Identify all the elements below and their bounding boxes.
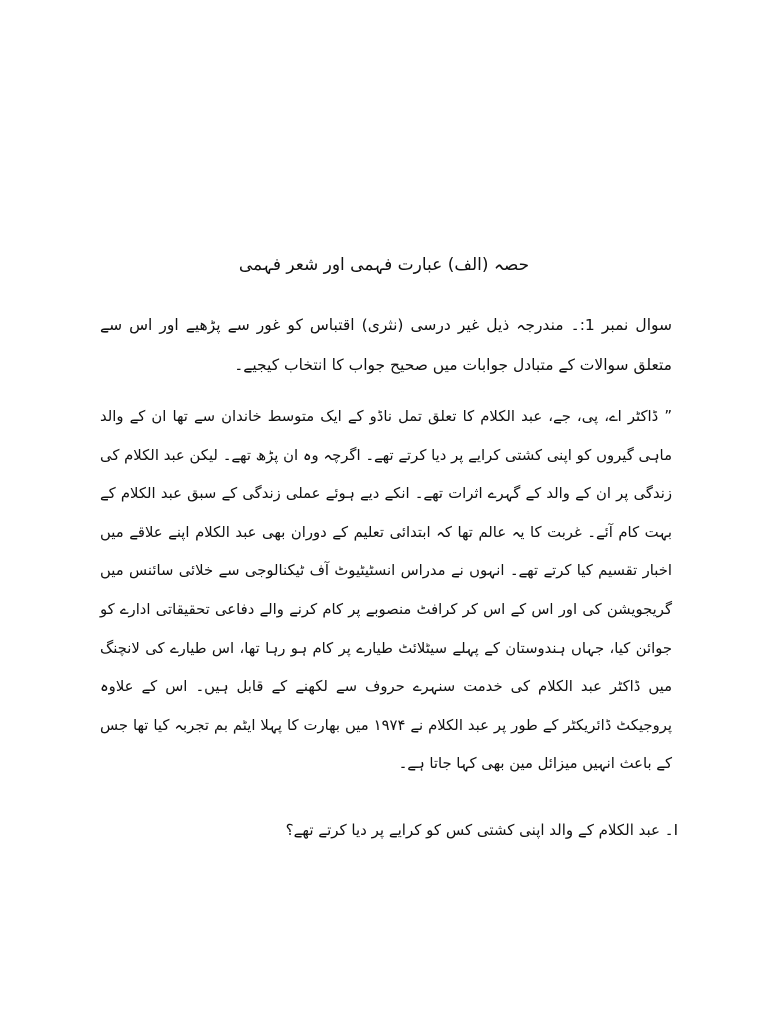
passage-text: ” ڈاکٹر اے، پی، جے، عبد الکلام کا تعلق تمل ناڈو کے ایک متوسط خاندان سے تھا ان کے والد ماہی گیروں کو اپنی کشتی کرایے پر دیا کرتے تھے۔ اگرچہ وہ ان پڑھ تھے۔ لیکن عبد الکلام کی زندگی پر ان کے والد کے گہرے اثرات تھے۔ انکے دیے ہوئے عملی زندگی کے سبق عبد الکلام کے بہت کام آئے۔ غربت کا یہ عالم تھا کہ ابتدائی تعلیم کے دوران بھی عبد الکلام اپنے علاقے میں اخبار تقسیم کیا کرتے تھے۔ انہوں نے مدراس انسٹیٹیوٹ آف ٹیکنالوجی سے خلائی سائنس میں گریجویشن کی اور اس کے اس کر کرافٹ منصوبے پر کام کرنے والے دفاعی تحقیقاتی ادارے کو جوائن کیا، جہاں ہندوستان کے پہلے سیٹلائٹ طیارے پر کام ہو رہا تھا، اس طیارے کی لانچنگ میں ڈاکٹر عبد الکلام کی خدمت سنہرے حروف سے لکھنے کے قابل ہیں۔ اس کے علاوہ پروجیکٹ ڈائریکٹر کے طور پر عبد الکلام نے ۱۹۷۴ میں بھارت کا پہلا ایٹم بم تجربہ کیا تھا جس کے باعث انہیں میزائل مین بھی کہا جاتا ہے۔: [100, 408, 672, 773]
section-heading: حصہ (الف) عبارت فہمی اور شعر فہمی: [238, 255, 530, 275]
question-1-prompt: سوال نمبر 1:۔ مندرجہ ذیل غیر درسی (نثری) اقتباس کو غور سے پڑھیے اور اس سے متعلق سوالات کے متبادل جوابات میں صحیح جواب کا انتخاب کیجیے۔: [100, 316, 672, 374]
passage-block: [100, 398, 672, 784]
mcq-question-1: I۔ عبد الکلام کے والد اپنی کشتی کس کو کرایے پر دیا کرتے تھے؟: [285, 821, 678, 839]
question-1-block: [100, 305, 672, 385]
